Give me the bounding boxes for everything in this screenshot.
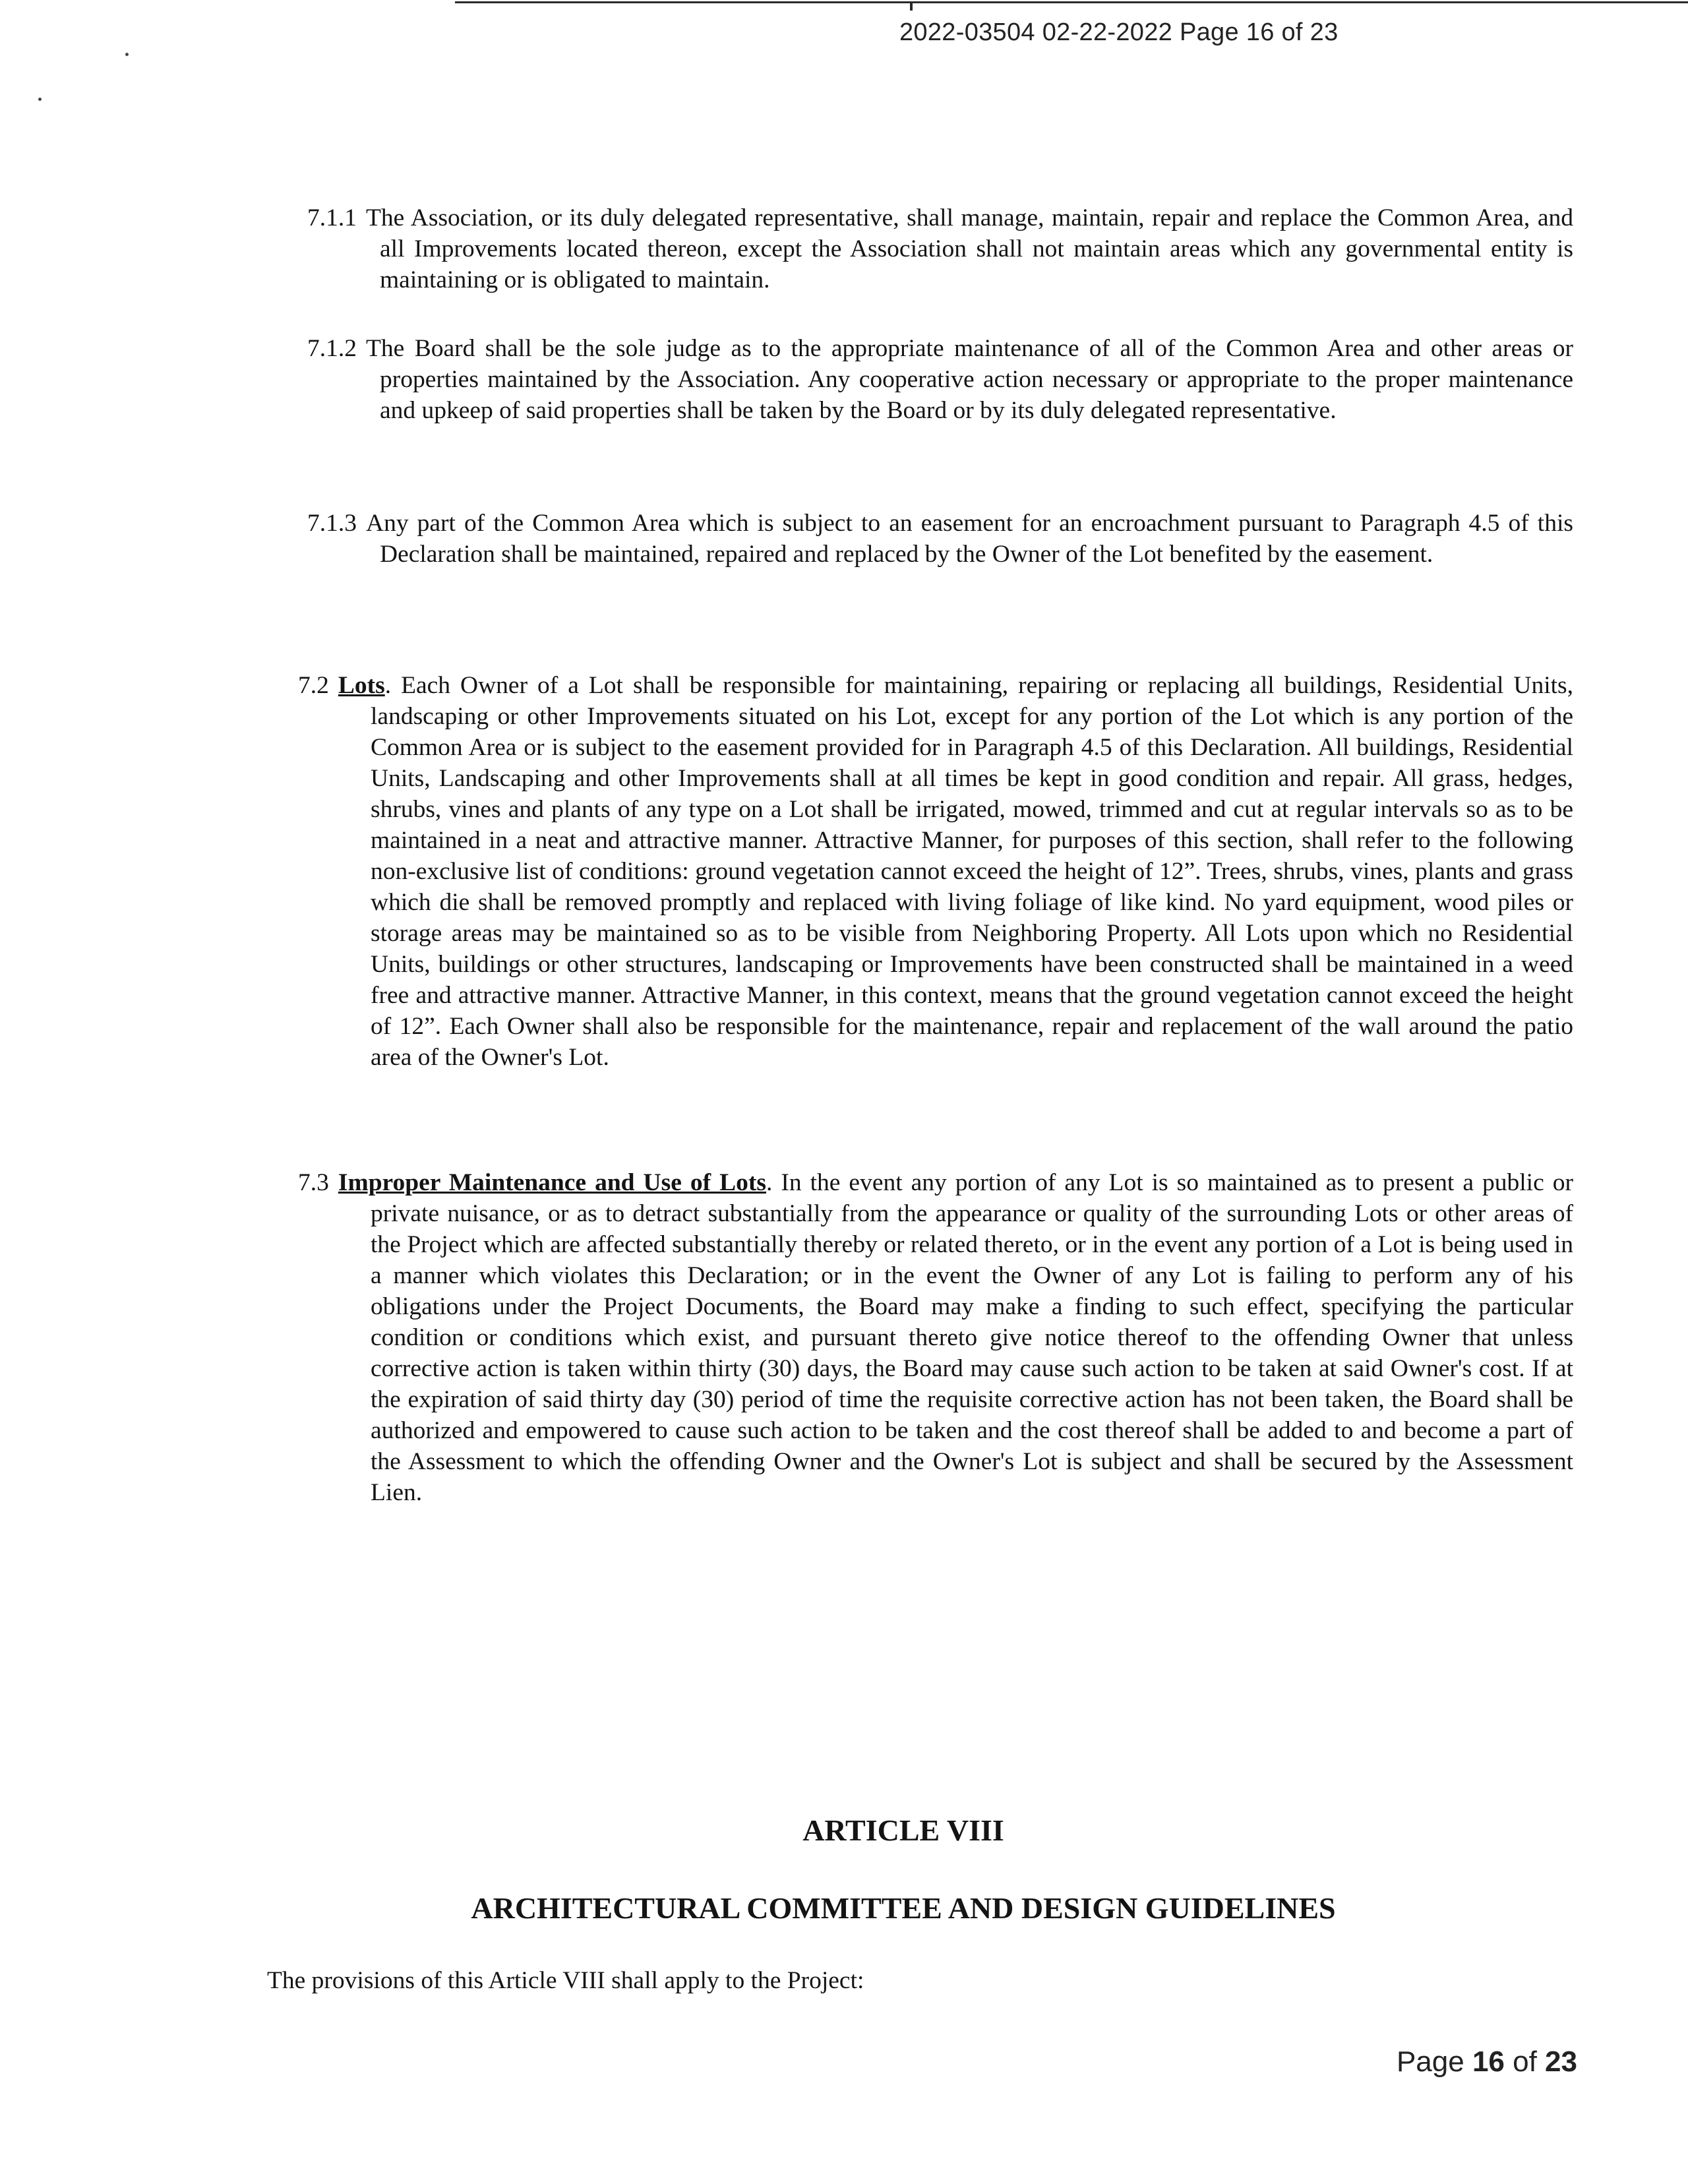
- footer-current-page: 16: [1472, 2046, 1505, 2078]
- section-text: The Board shall be the sole judge as to the appropriate maintenance of all of the Common Area and other areas or properties maintained by the Association. Any cooperative action necessary or appropriate to the proper maintenance and upkeep of said properties shall be taken by the Board or by its duly delegated representative.: [366, 335, 1573, 424]
- footer-prefix: Page: [1396, 2046, 1472, 2078]
- scan-speck: [38, 98, 42, 101]
- top-border-line: [455, 1, 1688, 3]
- section-7-1-2: [307, 333, 1573, 426]
- section-number: 7.1.2: [307, 335, 357, 362]
- section-number: 7.3: [298, 1169, 329, 1196]
- section-number: 7.2: [298, 672, 329, 699]
- section-text: . Each Owner of a Lot shall be responsible for maintaining, repairing or replacing all buildings, Residential Units, landscaping or other Improvements situated on his Lot, except for any portion of the Lot which is any portion of the Common Area or is subject to the easement provided for in Paragraph 4.5 of this Declaration. All buildings, Residential Units, Landscaping and other Improvements shall at all times be kept in good condition and repair. All grass, hedges, shrubs, vines and plants of any type on a Lot shall be irrigated, mowed, trimmed and cut at regular intervals so as to be maintained in a neat and attractive manner. Attractive Manner, for purposes of this section, shall refer to the following non-exclusive list of conditions: ground vegetation cannot exceed the height of 12”. Trees, shrubs, vines, plants and grass which die shall be removed promptly and replaced with living foliage of like kind. No yard equipment, wood piles or storage areas may be maintained so as to be visible from Neighboring Property. All Lots upon which no Residential Units, buildings or other structures, landscaping or Improvements have been constructed shall be maintained in a weed free and attractive manner. Attractive Manner, in this context, means that the ground vegetation cannot exceed the height of 12”. Each Owner shall also be responsible for the maintenance, repair and replacement of the wall around the patio area of the Owner's Lot.: [371, 672, 1573, 1071]
- page-footer: [1397, 2046, 1577, 2078]
- footer-middle: of: [1504, 2046, 1546, 2078]
- section-text: Any part of the Common Area which is subject to an easement for an encroachment pursuant to Paragraph 4.5 of this Declaration shall be maintained, repaired and replaced by the Owner of the Lot benefited by the easement.: [366, 510, 1573, 568]
- section-number: 7.1.1: [307, 204, 357, 231]
- section-7-3: [298, 1167, 1573, 1508]
- article-title: ARCHITECTURAL COMMITTEE AND DESIGN GUIDELINES: [471, 1891, 1336, 1925]
- section-heading: Improper Maintenance and Use of Lots: [338, 1169, 766, 1196]
- recording-stamp: 2022-03504 02-22-2022 Page 16 of 23: [899, 18, 1339, 46]
- section-7-2: [298, 670, 1573, 1073]
- section-7-1-1: [307, 202, 1573, 295]
- top-border-tick: [910, 1, 913, 11]
- section-text: The Association, or its duly delegated representative, shall manage, maintain, repair and replace the Common Area, and all Improvements located thereon, except the Association shall not maintain areas which any governmental entity is maintaining or is obligated to maintain.: [366, 204, 1573, 293]
- section-text: . In the event any portion of any Lot is so maintained as to present a public or private nuisance, or as to detract substantially from the appearance or quality of the surrounding Lots or other areas of the Project which are affected substantially thereby or related thereto, or in the event any portion of a Lot is being used in a manner which violates this Declaration; or in the event the Owner of any Lot is failing to perform any of his obligations under the Project Documents, the Board may make a finding to such effect, specifying the particular condition or conditions which exist, and pursuant thereto give notice thereof to the offending Owner that unless corrective action is taken within thirty (30) days, the Board may cause such action to be taken at said Owner's cost. If at the expiration of said thirty day (30) period of time the requisite corrective action has not been taken, the Board shall be authorized and empowered to cause such action to be taken and the cost thereof shall be added to and become a part of the Assessment to which the offending Owner and the Owner's Lot is subject and shall be secured by the Assessment Lien.: [371, 1169, 1573, 1506]
- footer-total-pages: 23: [1545, 2046, 1577, 2078]
- section-7-1-3: [307, 508, 1573, 570]
- section-heading: Lots: [338, 672, 385, 699]
- scan-speck: [125, 53, 129, 56]
- section-number: 7.1.3: [307, 510, 357, 537]
- article-number: ARTICLE VIII: [802, 1813, 1004, 1847]
- article-intro: The provisions of this Article VIII shall apply to the Project:: [267, 1967, 864, 1994]
